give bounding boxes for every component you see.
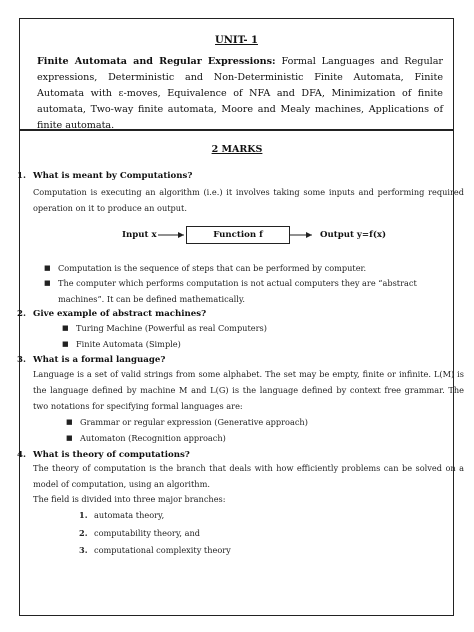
bullet-square-icon: ■ — [44, 279, 51, 287]
answer-1: Computation is executing an algorithm (i.e.) it involves taking some inputs and performing required operation on it to produce an output. — [33, 187, 464, 213]
answer-4-branches: The field is divided into three major branches: — [33, 494, 226, 504]
bullet-square-icon: ■ — [62, 324, 69, 332]
bullet-item — [44, 275, 464, 307]
question-text: What is theory of computations? — [33, 450, 190, 460]
content-area — [0, 112, 474, 632]
bullet-text: Turing Machine (Powerful as real Computers) — [76, 323, 267, 333]
question-number: 2. — [17, 309, 26, 319]
unit-title: UNIT- 1 — [215, 35, 258, 46]
answer-4: The theory of computation is the branch that deals with how efficiently problems can be solved on a model of computation, using an algorithm. — [33, 463, 464, 489]
bullet-item — [62, 320, 267, 336]
arrow-in-head — [178, 232, 184, 238]
bullet-square-icon: ■ — [66, 434, 73, 442]
bullet-item — [44, 260, 464, 276]
bullet-item — [66, 430, 226, 446]
list-number: 1. — [79, 510, 88, 520]
bullet-square-icon: ■ — [66, 418, 73, 426]
list-text: computability theory, and — [94, 528, 200, 538]
bullet-item — [62, 336, 181, 352]
question-number: 4. — [17, 450, 26, 460]
question-text: What is meant by Computations? — [33, 171, 193, 181]
bullet-text: Computation is the sequence of steps that can be performed by computer. — [58, 263, 367, 273]
question-text: What is a formal language? — [33, 355, 166, 365]
marks-title: 2 MARKS — [211, 144, 263, 155]
bullet-text: Automaton (Recognition approach) — [80, 433, 226, 443]
diagram-arrows — [0, 112, 474, 272]
diagram-output-label: Output y=f(x) — [320, 230, 387, 240]
bullet-text: Finite Automata (Simple) — [76, 339, 181, 349]
bullet-text: The computer which performs computation is not actual computers they are “abstract machines”. It can be defined mathematically. — [58, 278, 417, 304]
bullet-text: Grammar or regular expression (Generative approach) — [80, 417, 308, 427]
question-text: Give example of abstract machines? — [33, 309, 207, 319]
unit-topic-heading: Finite Automata and Regular Expressions: — [37, 56, 276, 67]
list-number: 3. — [79, 545, 88, 555]
arrow-out-head — [306, 232, 312, 238]
question-3 — [17, 355, 165, 365]
answer-3: Language is a set of valid strings from some alphabet. The set may be empty, finite or infinite. L(M) is the language defined by machine M and L(G) is the language defined by context free grammar. The two notations for specifying formal languages are: — [33, 369, 464, 411]
list-item — [79, 545, 231, 555]
bullet-square-icon: ■ — [44, 264, 51, 272]
list-text: automata theory, — [94, 510, 165, 520]
question-2 — [17, 309, 206, 319]
unit-topic-list: Formal Languages and Regular expressions, Deterministic and Non-Deterministic Finite Automata, Finite Automata with ε-moves, Equivalence of NFA and DFA, Minimization of finite automata, Two-way finite automata, Moore and Mealy machines, Applications of finite automata. — [37, 56, 443, 131]
list-text: computational complexity theory — [94, 545, 231, 555]
list-number: 2. — [79, 528, 88, 538]
bullet-item — [66, 414, 308, 430]
list-item — [79, 510, 164, 520]
bullet-square-icon: ■ — [62, 340, 69, 348]
question-number: 3. — [17, 355, 26, 365]
list-item — [79, 528, 200, 538]
question-number: 1. — [17, 171, 26, 181]
diagram-function-box: Function f — [186, 226, 290, 244]
diagram-input-label: Input x — [122, 230, 157, 240]
question-4 — [17, 450, 190, 460]
